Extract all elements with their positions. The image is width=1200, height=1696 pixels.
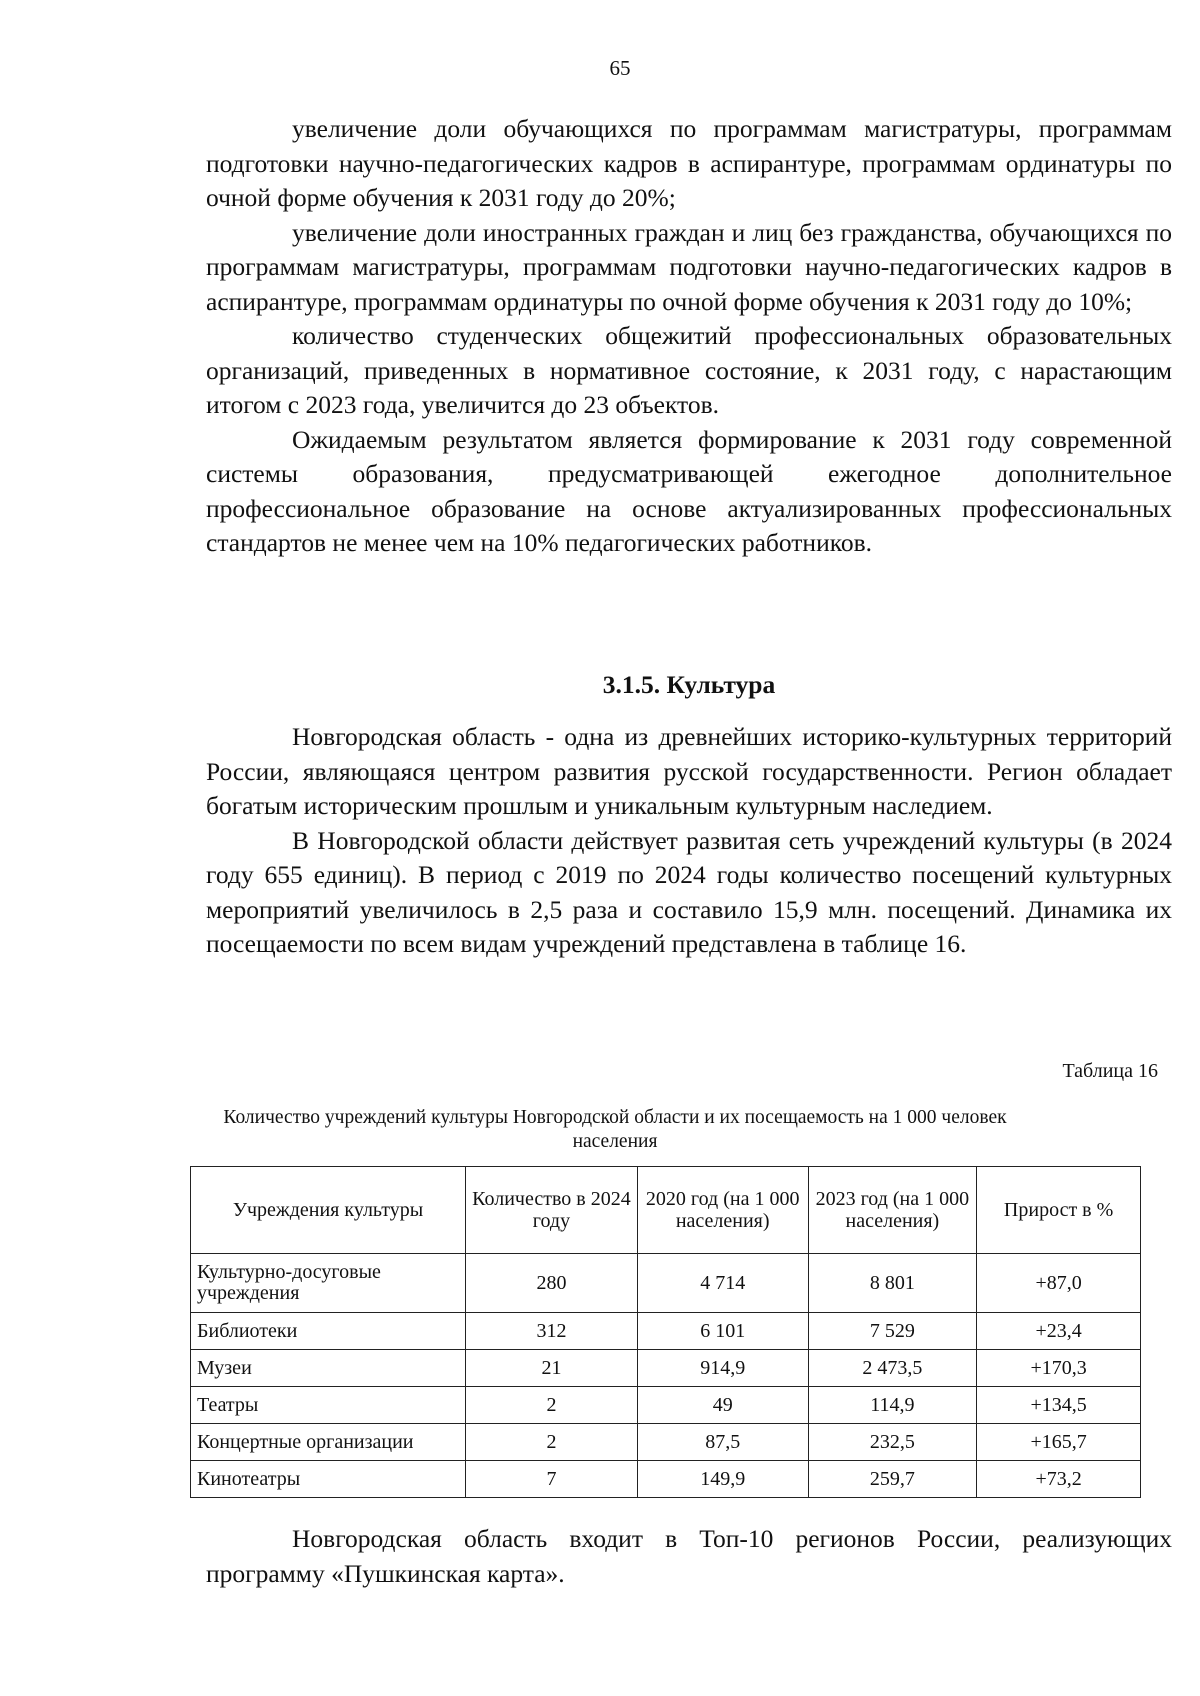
- paragraph: количество студенческих общежитий профессиональных образовательных организаций, приведенных в нормативное состояние, к 2031 году, с нарастающим итогом с 2023 года, увеличится до 23 объектов.: [206, 321, 1172, 419]
- table-header-row: [191, 1167, 1141, 1254]
- table-cell: +170,3: [977, 1350, 1141, 1387]
- page-number: 65: [609, 56, 631, 80]
- table-cell: +23,4: [977, 1313, 1141, 1350]
- table-cell: 7: [466, 1461, 638, 1498]
- culture-institutions-table: [190, 1166, 1141, 1498]
- table-cell: +165,7: [977, 1424, 1141, 1461]
- table-header-cell: Учреждения культуры: [191, 1167, 466, 1254]
- table-cell: 2: [466, 1387, 638, 1424]
- table-header-cell: Прирост в %: [977, 1167, 1141, 1254]
- table-header-cell: Количество в 2024 году: [466, 1167, 638, 1254]
- education-paragraphs: [206, 112, 1172, 561]
- table-cell: 914,9: [637, 1350, 808, 1387]
- culture-paragraphs: [206, 720, 1172, 962]
- table-label: Таблица 16: [1062, 1060, 1158, 1082]
- table-cell: 21: [466, 1350, 638, 1387]
- paragraph: В Новгородской области действует развитая сеть учреждений культуры (в 2024 году 655 единиц). В период с 2019 по 2024 годы количество посещений культурных мероприятий увеличилось в 2,5 раза и составило 15,9 млн. посещений. Динамика их посещаемости по всем видам учреждений представлена в таблице 16.: [206, 825, 1172, 958]
- table-header-cell: 2023 год (на 1 000 населения): [808, 1167, 977, 1254]
- table-cell: Культурно-досуговые учреждения: [191, 1254, 466, 1313]
- table-cell: 49: [637, 1387, 808, 1424]
- table-cell: 6 101: [637, 1313, 808, 1350]
- table-cell: 149,9: [637, 1461, 808, 1498]
- table-cell: +134,5: [977, 1387, 1141, 1424]
- table-cell: 232,5: [808, 1424, 977, 1461]
- table-cell: 2: [466, 1424, 638, 1461]
- table-row: [191, 1313, 1141, 1350]
- table-cell: 87,5: [637, 1424, 808, 1461]
- paragraph: Новгородская область входит в Топ-10 регионов России, реализующих программу «Пушкинская карта».: [206, 1524, 1172, 1588]
- table-cell: 2 473,5: [808, 1350, 977, 1387]
- table-cell: Театры: [191, 1387, 466, 1424]
- paragraph: Ожидаемым результатом является формирование к 2031 году современной системы образования, предусматривающей ежегодное дополнительное профессиональное образование на основе актуализированных профессиональных стандартов не менее чем на 10% педагогических работников.: [206, 424, 1172, 557]
- table-header-cell: 2020 год (на 1 000 населения): [637, 1167, 808, 1254]
- table-cell: 8 801: [808, 1254, 977, 1313]
- table-cell: +87,0: [977, 1254, 1141, 1313]
- table-cell: 114,9: [808, 1387, 977, 1424]
- table-cell: Музеи: [191, 1350, 466, 1387]
- paragraph: увеличение доли иностранных граждан и лиц без гражданства, обучающихся по программам магистратуры, программам подготовки научно-педагогических кадров в аспирантуре, программам ординатуры по очной форме обучения к 2031 году до 10%;: [206, 217, 1172, 316]
- table-cell: Концертные организации: [191, 1424, 466, 1461]
- table-cell: 259,7: [808, 1461, 977, 1498]
- table-row: [191, 1350, 1141, 1387]
- table-cell: Библиотеки: [191, 1313, 466, 1350]
- table-cell: +73,2: [977, 1461, 1141, 1498]
- table-row: [191, 1254, 1141, 1313]
- table-row: [191, 1461, 1141, 1498]
- table-row: [191, 1424, 1141, 1461]
- table-cell: 4 714: [637, 1254, 808, 1313]
- section-heading: 3.1.5. Культура: [602, 670, 776, 699]
- paragraph: Новгородская область - одна из древнейших историко-культурных территорий России, являющаяся центром развития русской государственности. Регион обладает богатым историческим прошлым и уникальным культурным наследием.: [206, 722, 1172, 820]
- table-cell: 312: [466, 1313, 638, 1350]
- table-caption: Количество учреждений культуры Новгородской области и их посещаемость на 1 000 человек населения: [223, 1107, 1007, 1152]
- table-cell: 280: [466, 1254, 638, 1313]
- paragraph: увеличение доли обучающихся по программам магистратуры, программам подготовки научно-педагогических кадров в аспирантуре, программам ординатуры по очной форме обучения к 2031 году до 20%;: [206, 114, 1172, 212]
- table-cell: Кинотеатры: [191, 1461, 466, 1498]
- table-cell: 7 529: [808, 1313, 977, 1350]
- closing-paragraph-block: [206, 1522, 1172, 1591]
- table-row: [191, 1387, 1141, 1424]
